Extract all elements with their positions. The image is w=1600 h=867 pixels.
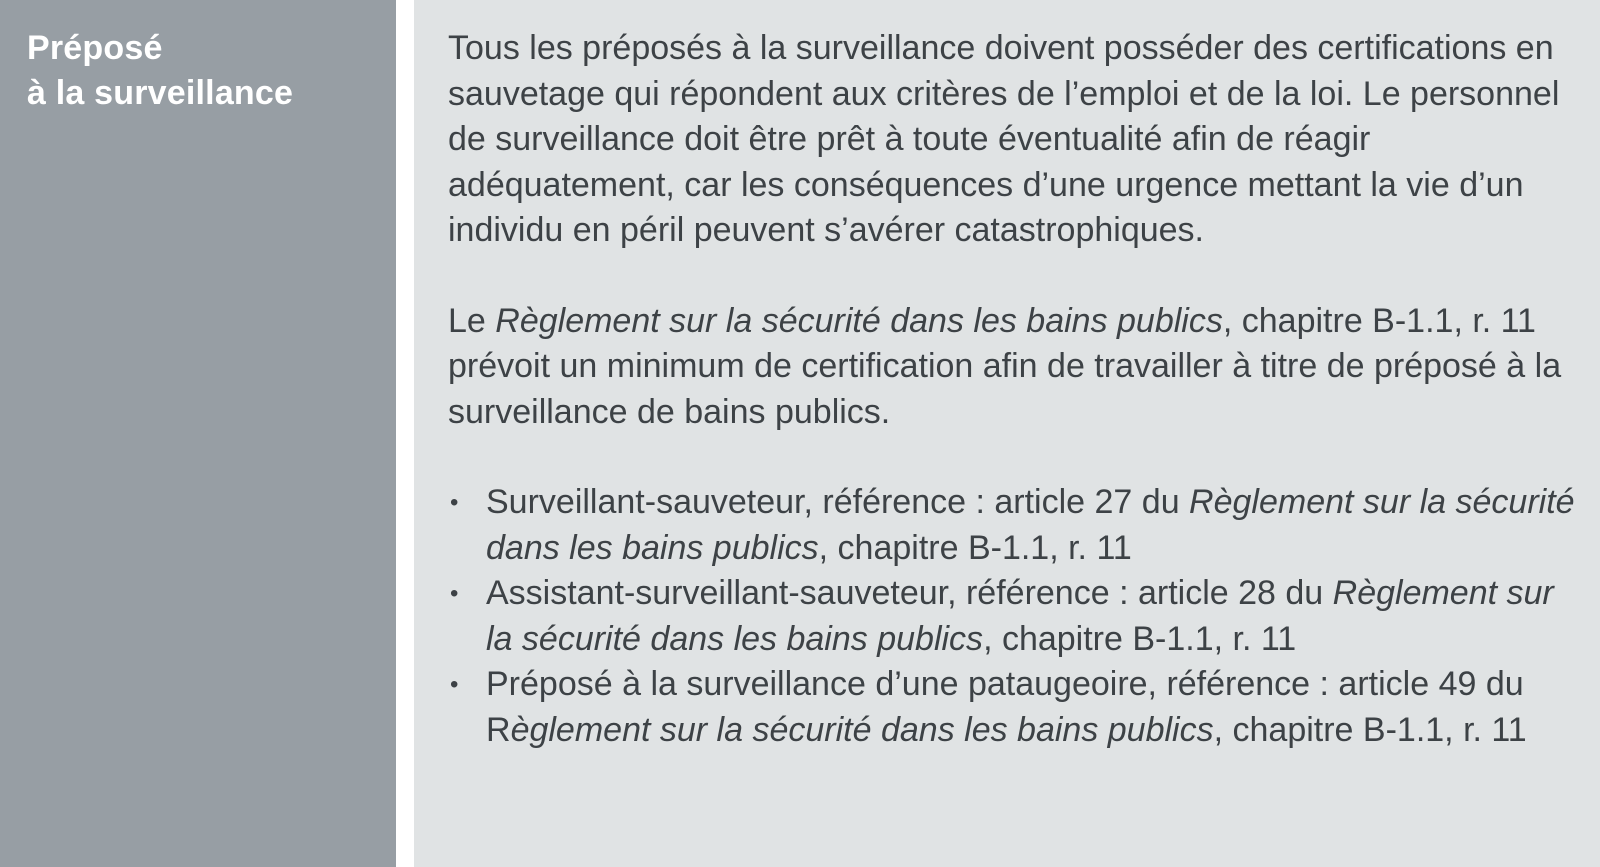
section-title [27, 26, 293, 116]
reference-prefix: Assistant-surveillant-sauveteur, référence : article 28 du [486, 574, 1333, 612]
regulation-paragraph-prefix: Le [448, 301, 496, 340]
regulation-paragraph [448, 299, 1578, 436]
reference-prefix: Surveillant-sauveteur, référence : article 27 du [486, 483, 1190, 521]
reference-regulation-title: Règlement sur la sécurité dans les bains publics [486, 483, 1575, 567]
reference-prefix: Préposé à la surveillance d’une pataugeoire, référence : article 49 du R [486, 665, 1524, 749]
reference-list [448, 480, 1578, 753]
section-title-line-2: à la surveillance [27, 74, 294, 112]
list-item [448, 571, 1578, 662]
intro-paragraph: Tous les préposés à la surveillance doivent posséder des certifications en sauvetage qui répondent aux critères de l’emploi et de la loi. Le personnel de surveillance doit être prêt à toute éventualité afin de réagir adéquatement, car les conséquences d’une urgence mettant la vie d’un individu en péril peuvent s’avérer catastrophiques. [448, 29, 1560, 249]
bullet-icon: • [450, 580, 459, 607]
reference-suffix: , chapitre B-1.1, r. 11 [983, 619, 1297, 658]
reference-suffix: , chapitre B-1.1, r. 11 [1213, 710, 1527, 749]
reference-regulation-title: Règlement sur la sécurité dans les bains publics [486, 574, 1554, 658]
reference-suffix: , chapitre B-1.1, r. 11 [818, 528, 1132, 567]
reference-regulation-title: èglement sur la sécurité dans les bains publics [510, 710, 1214, 749]
sidebar-panel [0, 0, 396, 867]
list-item [448, 662, 1578, 753]
bullet-icon: • [450, 671, 459, 698]
bullet-icon: • [450, 489, 459, 516]
list-item [448, 480, 1578, 571]
section-title-line-1: Préposé [27, 29, 163, 67]
regulation-title: Règlement sur la sécurité dans les bains publics [495, 301, 1223, 340]
regulation-paragraph-suffix: , chapitre B-1.1, r. 11 prévoit un minimum de certification afin de travailler à titre de préposé à la surveillance de bains publics. [448, 301, 1562, 431]
body-text [448, 26, 1578, 753]
